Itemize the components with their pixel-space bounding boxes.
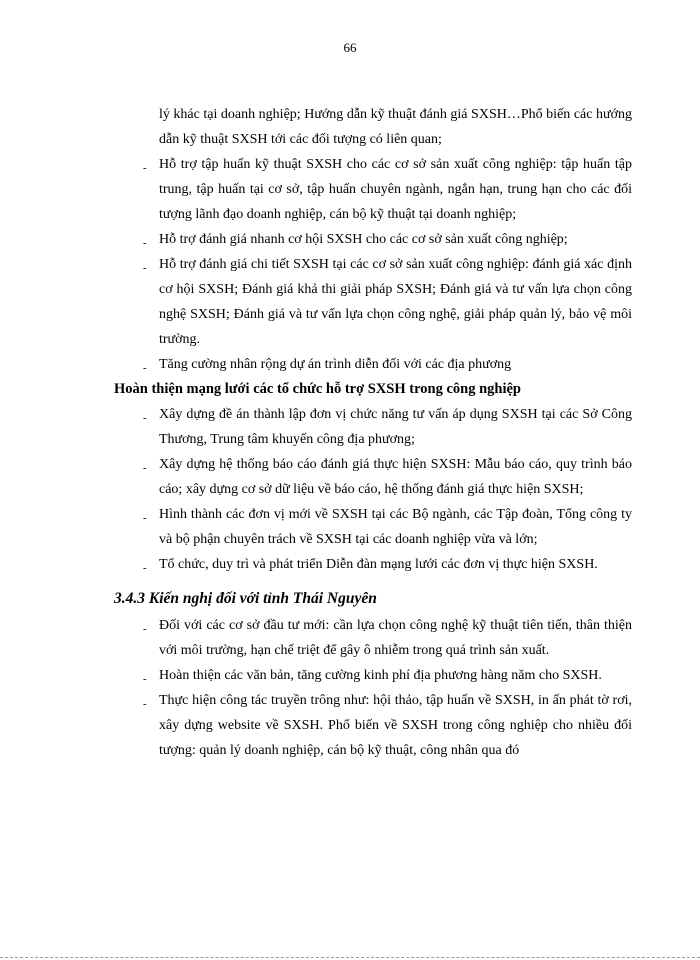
list-item-text: Xây dựng hệ thống báo cáo đánh giá thực hiện SXSH: Mẫu báo cáo, quy trình báo cáo; xây dựng cơ sở dữ liệu về báo cáo, hệ thống đánh giá thực hiện SXSH; xyxy=(159,457,632,497)
list-item-text: Hỗ trợ đánh giá nhanh cơ hội SXSH cho các cơ sở sản xuất công nghiệp; xyxy=(159,232,568,247)
section-heading-3-4-3: 3.4.3 Kiến nghị đối với tỉnh Thái Nguyên xyxy=(114,590,377,607)
list-item-text: Hỗ trợ tập huấn kỹ thuật SXSH cho các cơ sở sản xuất công nghiệp: tập huấn tập trung, tập huấn tại cơ sở, tập huấn chuyên ngành, ngắn hạn, trung hạn cho các đối tượng lãnh đạo doanh nghiệp, cán bộ kỹ thuật tại doanh nghiệp; xyxy=(159,157,632,222)
bullet-dash: - xyxy=(143,262,147,274)
list-item xyxy=(0,352,700,377)
list-item-text: Đối với các cơ sở đầu tư mới: cần lựa chọn công nghệ kỹ thuật tiên tiến, thân thiện với môi trường, hạn chế triệt để gây ô nhiễm trong quá trình sản xuất. xyxy=(159,618,632,658)
bullet-list-network xyxy=(0,402,700,577)
page-bottom-divider xyxy=(0,957,700,958)
list-item xyxy=(0,402,700,452)
heading-network: Hoàn thiện mạng lưới các tổ chức hỗ trợ SXSH trong công nghiệp xyxy=(114,381,521,397)
list-item-text: Hoàn thiện các văn bản, tăng cường kinh phí địa phương hàng năm cho SXSH. xyxy=(159,668,602,683)
list-item xyxy=(0,613,700,663)
document-body xyxy=(0,102,700,763)
bullet-dash: - xyxy=(143,412,147,424)
bullet-dash: - xyxy=(143,512,147,524)
bullet-dash: - xyxy=(143,562,147,574)
list-item xyxy=(0,252,700,352)
list-item-text: Xây dựng đề án thành lập đơn vị chức năng tư vấn áp dụng SXSH tại các Sở Công Thương, Trung tâm khuyến công địa phương; xyxy=(159,407,632,447)
bullet-dash: - xyxy=(143,237,147,249)
list-item xyxy=(0,227,700,252)
bullet-dash: - xyxy=(143,698,147,710)
list-item-text: Tổ chức, duy trì và phát triển Diễn đàn mạng lưới các đơn vị thực hiện SXSH. xyxy=(159,557,598,572)
list-item-text: Thực hiện công tác truyền trông như: hội thảo, tập huấn về SXSH, in ấn phát tờ rơi, xây dựng website về SXSH. Phổ biến về SXSH trong công nghiệp cho nhiều đối tượng: quản lý doanh nghiệp, cán bộ kỹ thuật, công nhân qua đó xyxy=(159,693,632,758)
page-number: 66 xyxy=(343,40,357,55)
list-item xyxy=(0,452,700,502)
list-item-text: Hình thành các đơn vị mới về SXSH tại các Bộ ngành, các Tập đoàn, Tổng công ty và bộ phận chuyên trách về SXSH tại các doanh nghiệp vừa và lớn; xyxy=(159,507,632,547)
bullet-list-support xyxy=(0,152,700,377)
list-item-text: Tăng cường nhân rộng dự án trình diễn đối với các địa phương xyxy=(159,357,512,372)
list-item xyxy=(0,152,700,227)
list-item xyxy=(0,688,700,763)
bullet-dash: - xyxy=(143,362,147,374)
list-item xyxy=(0,552,700,577)
bullet-dash: - xyxy=(143,623,147,635)
bullet-list-thai-nguyen xyxy=(0,613,700,763)
bullet-dash: - xyxy=(143,462,147,474)
continued-paragraph: lý khác tại doanh nghiệp; Hướng dẫn kỹ thuật đánh giá SXSH…Phổ biến các hướng dẫn kỹ thuật SXSH tới các đối tượng có liên quan; xyxy=(159,107,632,147)
bullet-dash: - xyxy=(143,673,147,685)
list-item xyxy=(0,502,700,552)
bullet-dash: - xyxy=(143,162,147,174)
list-item xyxy=(0,663,700,688)
list-item-text: Hỗ trợ đánh giá chi tiết SXSH tại các cơ sở sản xuất công nghiệp: đánh giá xác định cơ hội SXSH; Đánh giá khả thi giải pháp SXSH; Đánh giá và tư vấn lựa chọn công nghệ SXSH; Đánh giá và tư vấn lựa chọn công nghệ, giải pháp quản lý, bảo vệ môi trường. xyxy=(159,257,632,347)
